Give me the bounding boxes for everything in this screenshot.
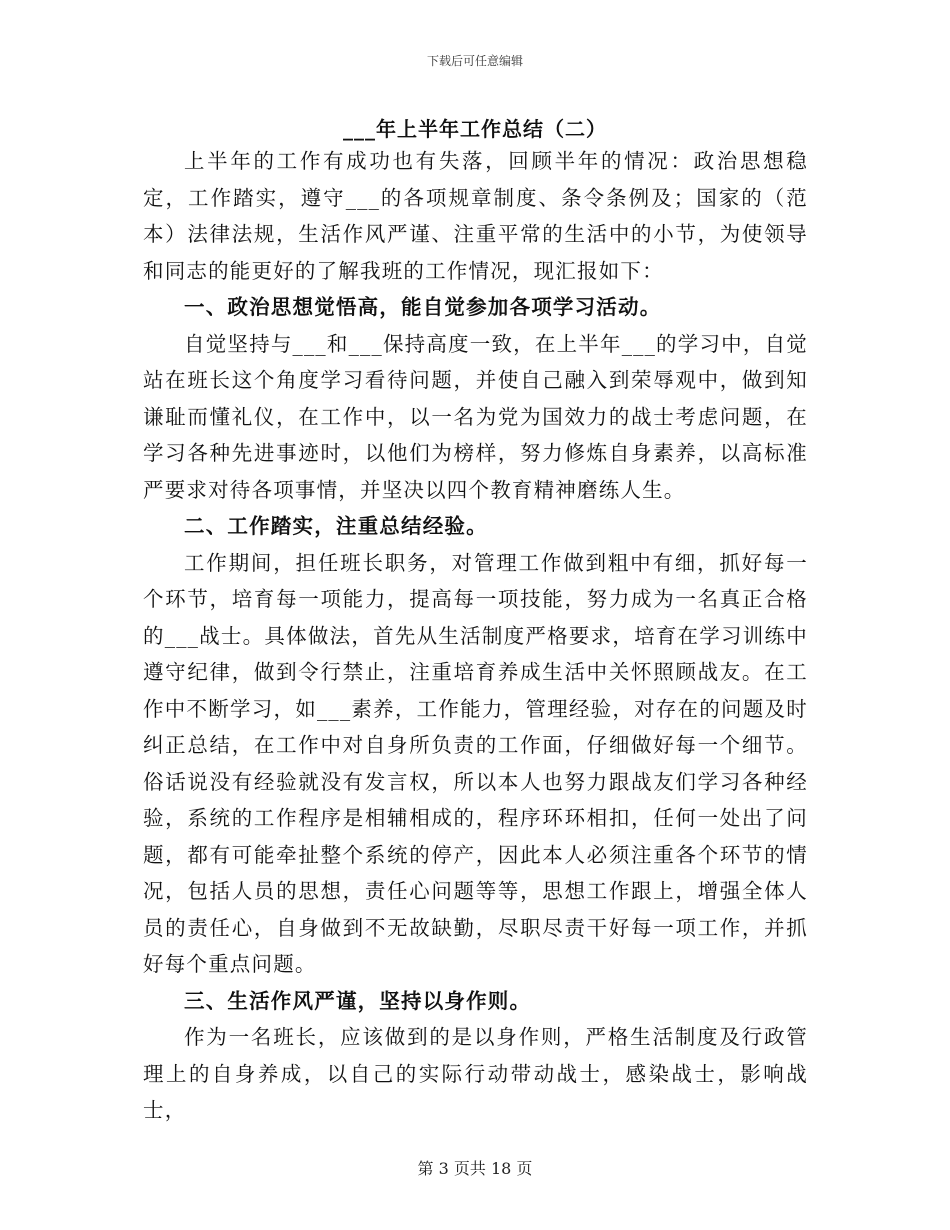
section-heading-3: 三、生活作风严谨，坚持以身作则。 bbox=[184, 988, 532, 1013]
section-heading-1: 一、政治思想觉悟高，能自觉参加各项学习活动。 bbox=[184, 295, 662, 319]
page-number: 第 3 页共 18 页 bbox=[417, 1159, 533, 1178]
section-1-paragraph: 自觉坚持与___和___保持高度一致，在上半年___的学习中，自觉站在班长这个角度学习看待问题，并使自己融入到荣辱观中，做到知谦耻而懂礼仪，在工作中，以一名为党为国效力的战士考虑问题，在学习各种先进事迹时，以他们为榜样，努力修炼自身素养，以高标准严要求对待各项事情，并坚决以四个教育精神磨练人生。 bbox=[143, 331, 808, 502]
section-heading-2: 二、工作踏实，注重总结经验。 bbox=[184, 514, 488, 538]
intro-paragraph: 上半年的工作有成功也有失落，回顾半年的情况：政治思想稳定，工作踏实，遵守___的各项规章制度、条令条例及；国家的（范本）法律法规，生活作风严谨、注重平常的生活中的小节，为使领导和同志的能更好的了解我班的工作情况，现汇报如下： bbox=[143, 149, 808, 283]
section-2-paragraph: 工作期间，担任班长职务，对管理工作做到粗中有细，抓好每一个环节，培育每一项能力，提高每一项技能，努力成为一名真正合格的___战士。具体做法，首先从生活制度严格要求，培育在学习训练中遵守纪律，做到令行禁止，注重培育养成生活中关怀照顾战友。在工作中不断学习，如___素养，工作能力，管理经验，对存在的问题及时纠正总结，在工作中对自身所负责的工作面，仔细做好每一个细节。俗话说没有经验就没有发言权，所以本人也努力跟战友们学习各种经验，系统的工作程序是相辅相成的，程序环环相扣，任何一处出了问题，都有可能牵扯整个系统的停产，因此本人必须注重各个环节的情况，包括人员的思想，责任心问题等等，思想工作跟上，增强全体人员的责任心，自身做到不无故缺勤，尽职尽责干好每一项工作，并抓好每个重点问题。 bbox=[143, 550, 808, 976]
document-body bbox=[143, 143, 808, 1129]
header-note: 下载后可任意编辑 bbox=[426, 54, 523, 68]
section-3-paragraph: 作为一名班长，应该做到的是以身作则，严格生活制度及行政管理上的自身养成，以自己的实际行动带动战士，感染战士，影响战士， bbox=[143, 1025, 808, 1122]
document-title: ___年上半年工作总结（二） bbox=[343, 117, 607, 141]
